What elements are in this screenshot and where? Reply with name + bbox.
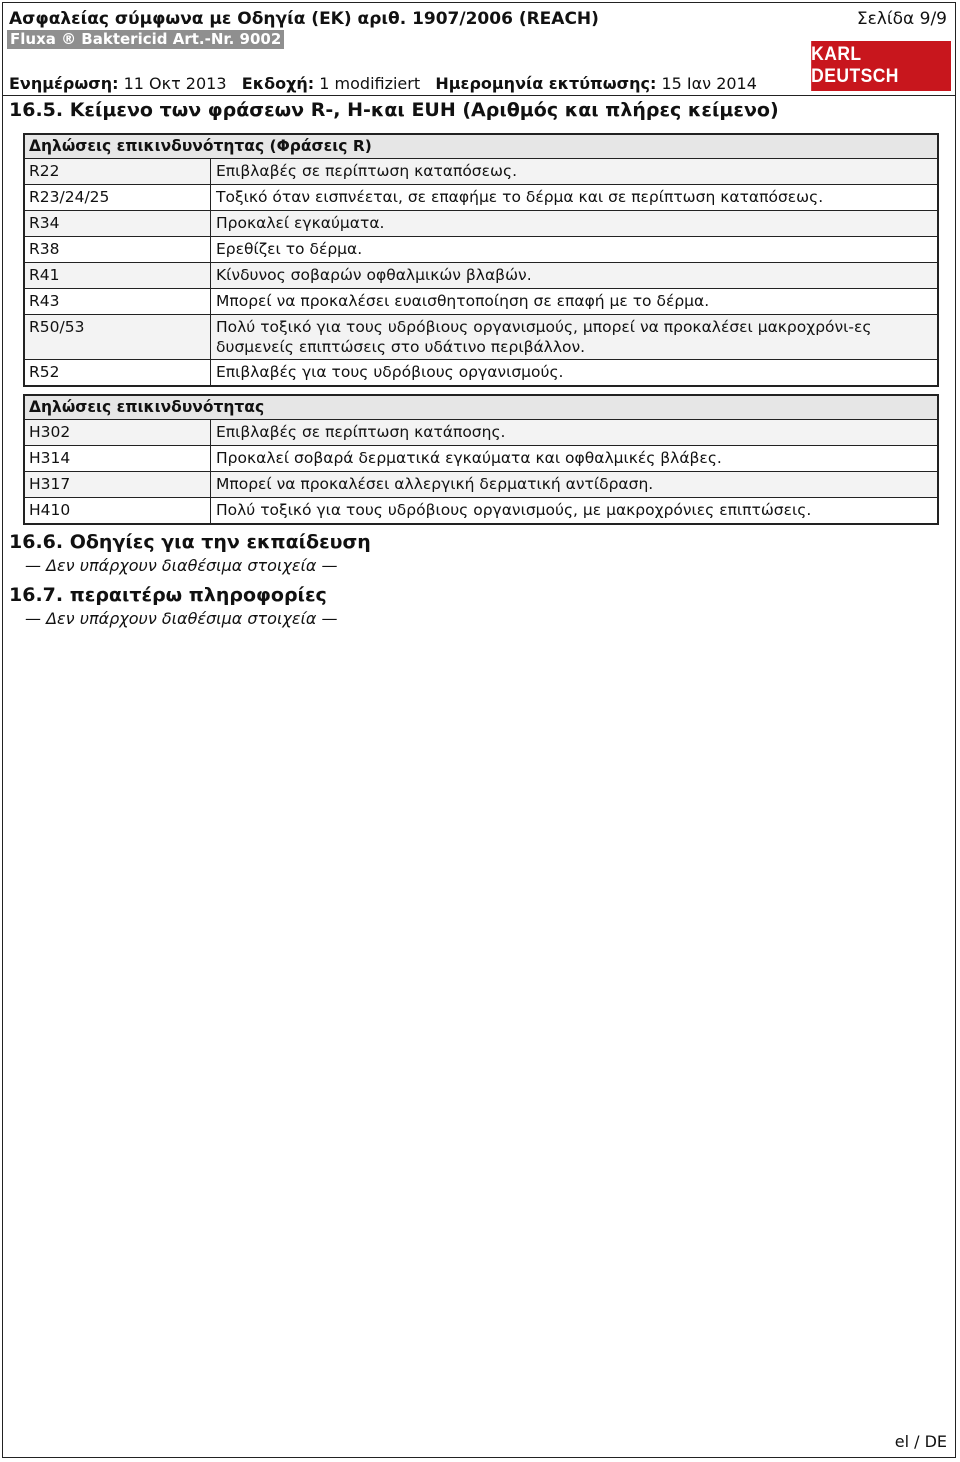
section-16-5-title: 16.5. Κείμενο των φράσεων R-, H-και EUH (Αριθμός και πλήρες κείμενο) <box>9 99 779 121</box>
phrase-text: Μπορεί να προκαλέσει αλλεργική δερματική αντίδραση. <box>216 475 654 493</box>
print-date-value: 15 Ιαν 2014 <box>661 74 757 93</box>
table-row <box>25 498 937 523</box>
document-title: Ασφαλείας σύμφωνα με Οδηγία (ΕΚ) αριθ. 1907/2006 (REACH) <box>9 9 599 29</box>
logo-text: KARL DEUTSCH <box>811 44 899 87</box>
language-code: el / DE <box>894 1432 947 1451</box>
phrase-code: R22 <box>25 159 211 184</box>
table-row <box>25 289 937 315</box>
r-phrases-heading: Δηλώσεις επικινδυνότητας (Φράσεις R) <box>25 135 937 159</box>
section-16-7-text: — Δεν υπάρχουν διαθέσιμα στοιχεία — <box>25 609 338 628</box>
product-name: Fluxa ® Baktericid Art.-Nr. 9002 <box>7 30 284 49</box>
section-16-6-title: 16.6. Οδηγίες για την εκπαίδευση <box>9 531 371 553</box>
phrase-code: R52 <box>25 360 211 385</box>
phrase-text: Επιβλαβές σε περίπτωση κατάποσης. <box>216 423 506 441</box>
header-divider <box>3 95 955 96</box>
table-row <box>25 360 937 385</box>
update-label: Ενημέρωση: <box>9 74 119 93</box>
phrase-text: Προκαλεί εγκαύματα. <box>216 214 385 232</box>
phrase-code: H410 <box>25 498 211 523</box>
print-date-label: Ημερομηνία εκτύπωσης: <box>435 74 657 93</box>
section-16-7-title: 16.7. περαιτέρω πληροφορίες <box>9 584 327 606</box>
phrase-code: R41 <box>25 263 211 288</box>
phrase-text: Ερεθίζει το δέρμα. <box>216 240 363 258</box>
document-meta <box>9 74 757 93</box>
phrase-code: R50/53 <box>25 315 211 359</box>
phrase-text: Επιβλαβές σε περίπτωση καταπόσεως. <box>216 162 518 180</box>
phrase-code: R34 <box>25 211 211 236</box>
h-statements-rows <box>25 420 937 523</box>
r-phrases-table <box>23 133 939 387</box>
version-value: 1 modifiziert <box>319 74 421 93</box>
version-label: Εκδοχή: <box>241 74 315 93</box>
page-number: Σελίδα 9/9 <box>856 9 947 29</box>
phrase-code: H302 <box>25 420 211 445</box>
phrase-text: Προκαλεί σοβαρά δερματικά εγκαύματα και οφθαλμικές βλάβες. <box>216 449 722 467</box>
table-row <box>25 237 937 263</box>
phrase-text: Πολύ τοξικό για τους υδρόβιους οργανισμούς, με μακροχρόνιες επιπτώσεις. <box>216 501 812 519</box>
r-phrases-rows <box>25 159 937 385</box>
phrase-code: H314 <box>25 446 211 471</box>
table-row <box>25 472 937 498</box>
table-row <box>25 211 937 237</box>
h-statements-table <box>23 394 939 525</box>
update-value: 11 Οκτ 2013 <box>123 74 227 93</box>
table-row <box>25 420 937 446</box>
phrase-code: H317 <box>25 472 211 497</box>
phrase-code: R23/24/25 <box>25 185 211 210</box>
table-row <box>25 159 937 185</box>
phrase-text: Μπορεί να προκαλέσει ευαισθητοποίηση σε επαφή με το δέρμα. <box>216 292 710 310</box>
phrase-text: Τοξικό όταν εισπνέεται, σε επαφήμε το δέρμα και σε περίπτωση καταπόσεως. <box>216 188 824 206</box>
table-row <box>25 185 937 211</box>
phrase-text: Κίνδυνος σοβαρών οφθαλμικών βλαβών. <box>216 266 532 284</box>
h-statements-heading: Δηλώσεις επικινδυνότητας <box>25 396 937 420</box>
company-logo <box>811 41 951 91</box>
table-row <box>25 263 937 289</box>
table-row <box>25 446 937 472</box>
phrase-code: R38 <box>25 237 211 262</box>
phrase-code: R43 <box>25 289 211 314</box>
document-page <box>2 2 956 1458</box>
table-row <box>25 315 937 360</box>
phrase-text: Επιβλαβές για τους υδρόβιους οργανισμούς. <box>216 363 564 381</box>
phrase-text: Πολύ τοξικό για τους υδρόβιους οργανισμούς, μπορεί να προκαλέσει μακροχρόνι-ες δυσμενείς επιπτώσεις στο υδάτινο περιβάλλον. <box>216 318 872 356</box>
section-16-6-text: — Δεν υπάρχουν διαθέσιμα στοιχεία — <box>25 556 338 575</box>
